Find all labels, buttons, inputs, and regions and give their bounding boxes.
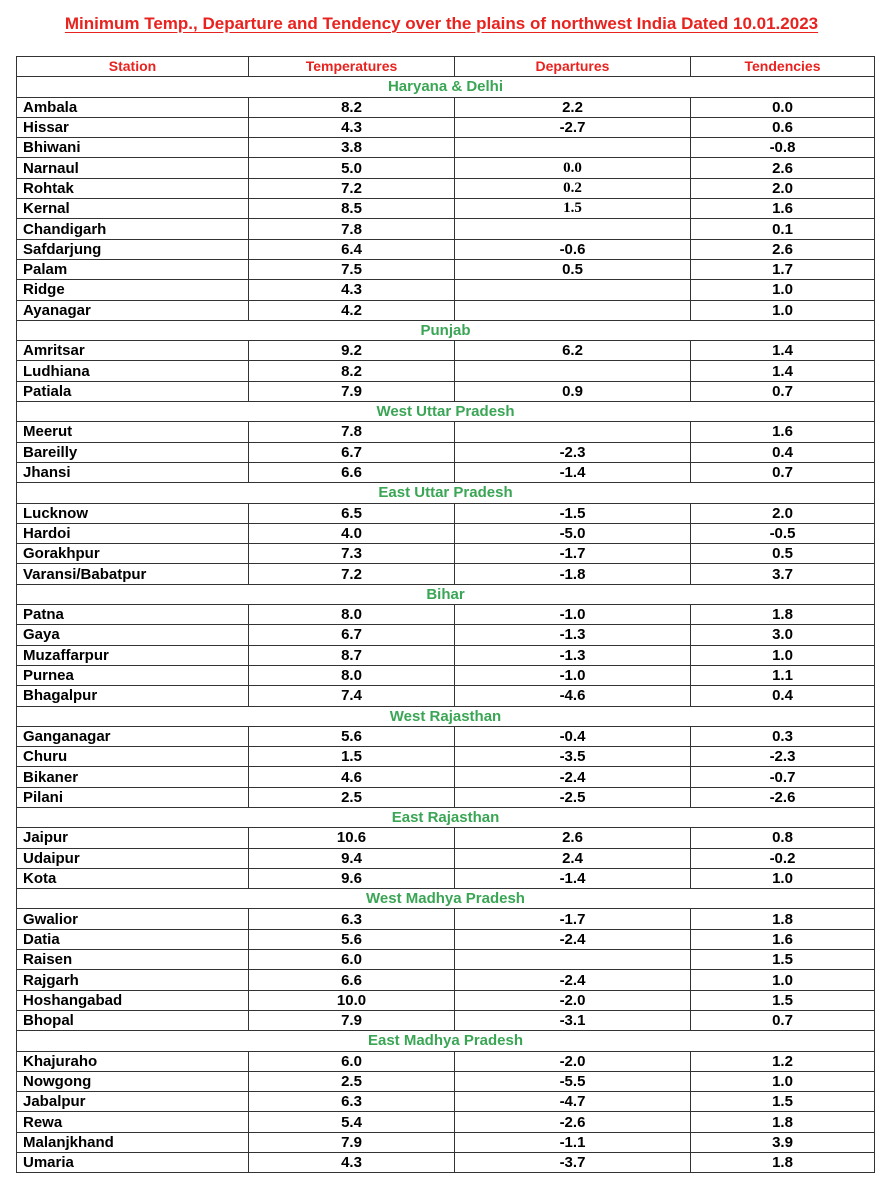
tendency-cell: 1.5 bbox=[691, 990, 875, 1010]
table-row bbox=[17, 239, 875, 259]
departure-cell: 0.2 bbox=[455, 178, 691, 198]
tendency-cell: 0.1 bbox=[691, 219, 875, 239]
table-row bbox=[17, 117, 875, 137]
departure-cell bbox=[455, 422, 691, 442]
table-row bbox=[17, 462, 875, 482]
tendency-cell: 0.7 bbox=[691, 381, 875, 401]
departure-cell bbox=[455, 300, 691, 320]
tendency-cell: 1.6 bbox=[691, 422, 875, 442]
table-row bbox=[17, 341, 875, 361]
tendency-cell: 0.3 bbox=[691, 726, 875, 746]
region-row bbox=[17, 584, 875, 604]
station-cell: Safdarjung bbox=[17, 239, 249, 259]
table-row bbox=[17, 686, 875, 706]
station-cell: Bareilly bbox=[17, 442, 249, 462]
station-cell: Hoshangabad bbox=[17, 990, 249, 1010]
table-row bbox=[17, 1051, 875, 1071]
station-cell: Churu bbox=[17, 747, 249, 767]
table-row bbox=[17, 747, 875, 767]
departure-cell: -1.1 bbox=[455, 1132, 691, 1152]
station-cell: Patna bbox=[17, 605, 249, 625]
temperature-cell: 8.5 bbox=[249, 199, 455, 219]
temperature-cell: 7.8 bbox=[249, 422, 455, 442]
station-cell: Rewa bbox=[17, 1112, 249, 1132]
temperature-cell: 4.3 bbox=[249, 280, 455, 300]
region-row bbox=[17, 889, 875, 909]
temperature-cell: 8.2 bbox=[249, 97, 455, 117]
departure-cell bbox=[455, 361, 691, 381]
departure-cell: 0.0 bbox=[455, 158, 691, 178]
temperature-cell: 10.0 bbox=[249, 990, 455, 1010]
station-cell: Varansi/Babatpur bbox=[17, 564, 249, 584]
tendency-cell: 2.6 bbox=[691, 158, 875, 178]
region-row bbox=[17, 1031, 875, 1051]
temperature-cell: 7.9 bbox=[249, 1010, 455, 1030]
station-cell: Pilani bbox=[17, 787, 249, 807]
departure-cell: 2.6 bbox=[455, 828, 691, 848]
tendency-cell: 2.0 bbox=[691, 178, 875, 198]
departure-cell: -2.6 bbox=[455, 1112, 691, 1132]
departure-cell: 6.2 bbox=[455, 341, 691, 361]
departure-cell bbox=[455, 950, 691, 970]
temperature-cell: 5.6 bbox=[249, 929, 455, 949]
table-row bbox=[17, 767, 875, 787]
table-row bbox=[17, 726, 875, 746]
temperature-cell: 6.5 bbox=[249, 503, 455, 523]
station-cell: Purnea bbox=[17, 665, 249, 685]
departure-cell: -2.4 bbox=[455, 929, 691, 949]
tendency-cell: 1.1 bbox=[691, 665, 875, 685]
table-row bbox=[17, 280, 875, 300]
region-row bbox=[17, 402, 875, 422]
departure-cell: -0.4 bbox=[455, 726, 691, 746]
tendency-cell: -2.6 bbox=[691, 787, 875, 807]
departure-cell: -3.5 bbox=[455, 747, 691, 767]
region-row bbox=[17, 320, 875, 340]
temperature-cell: 4.3 bbox=[249, 117, 455, 137]
region-row bbox=[17, 77, 875, 97]
region-label: West Madhya Pradesh bbox=[17, 889, 875, 909]
station-cell: Patiala bbox=[17, 381, 249, 401]
departure-cell: -5.0 bbox=[455, 523, 691, 543]
departure-cell: -1.0 bbox=[455, 605, 691, 625]
tendency-cell: 0.6 bbox=[691, 117, 875, 137]
departure-cell: -1.8 bbox=[455, 564, 691, 584]
table-row bbox=[17, 605, 875, 625]
table-row bbox=[17, 909, 875, 929]
departure-cell: -2.7 bbox=[455, 117, 691, 137]
station-cell: Jhansi bbox=[17, 462, 249, 482]
tendency-cell: 0.8 bbox=[691, 828, 875, 848]
departure-cell: -2.0 bbox=[455, 990, 691, 1010]
table-row bbox=[17, 1092, 875, 1112]
departure-cell: -2.5 bbox=[455, 787, 691, 807]
temperature-cell: 4.3 bbox=[249, 1153, 455, 1173]
station-cell: Kernal bbox=[17, 199, 249, 219]
tendency-cell: 1.6 bbox=[691, 199, 875, 219]
region-label: Bihar bbox=[17, 584, 875, 604]
temperature-cell: 8.7 bbox=[249, 645, 455, 665]
table-row bbox=[17, 828, 875, 848]
station-cell: Narnaul bbox=[17, 158, 249, 178]
departure-cell: 0.9 bbox=[455, 381, 691, 401]
table-row bbox=[17, 178, 875, 198]
tendency-cell: 2.6 bbox=[691, 239, 875, 259]
station-cell: Khajuraho bbox=[17, 1051, 249, 1071]
temperature-cell: 4.6 bbox=[249, 767, 455, 787]
table-row bbox=[17, 929, 875, 949]
tendency-cell: 1.4 bbox=[691, 361, 875, 381]
station-cell: Hissar bbox=[17, 117, 249, 137]
temperature-cell: 6.7 bbox=[249, 442, 455, 462]
station-cell: Amritsar bbox=[17, 341, 249, 361]
table-row bbox=[17, 645, 875, 665]
station-cell: Lucknow bbox=[17, 503, 249, 523]
departure-cell: -1.7 bbox=[455, 544, 691, 564]
table-row bbox=[17, 259, 875, 279]
station-cell: Ludhiana bbox=[17, 361, 249, 381]
table-row bbox=[17, 422, 875, 442]
departure-cell: -1.4 bbox=[455, 462, 691, 482]
departure-cell: -1.4 bbox=[455, 868, 691, 888]
temperature-cell: 7.2 bbox=[249, 564, 455, 584]
departure-cell bbox=[455, 138, 691, 158]
tendency-cell: -0.7 bbox=[691, 767, 875, 787]
header-temperatures: Temperatures bbox=[249, 57, 455, 77]
station-cell: Gwalior bbox=[17, 909, 249, 929]
region-label: Punjab bbox=[17, 320, 875, 340]
table-row bbox=[17, 868, 875, 888]
table-row bbox=[17, 1071, 875, 1091]
station-cell: Ambala bbox=[17, 97, 249, 117]
departure-cell: -2.4 bbox=[455, 767, 691, 787]
temperature-cell: 7.8 bbox=[249, 219, 455, 239]
station-cell: Hardoi bbox=[17, 523, 249, 543]
table-row bbox=[17, 1153, 875, 1173]
region-label: East Rajasthan bbox=[17, 807, 875, 827]
table-row bbox=[17, 158, 875, 178]
temperature-cell: 6.0 bbox=[249, 1051, 455, 1071]
table-row bbox=[17, 300, 875, 320]
temperature-cell: 9.2 bbox=[249, 341, 455, 361]
tendency-cell: 1.4 bbox=[691, 341, 875, 361]
temperature-cell: 7.2 bbox=[249, 178, 455, 198]
tendency-cell: 1.0 bbox=[691, 645, 875, 665]
region-row bbox=[17, 807, 875, 827]
tendency-cell: 1.5 bbox=[691, 1092, 875, 1112]
table-row bbox=[17, 625, 875, 645]
station-cell: Datia bbox=[17, 929, 249, 949]
table-row bbox=[17, 950, 875, 970]
departure-cell bbox=[455, 219, 691, 239]
departure-cell: -5.5 bbox=[455, 1071, 691, 1091]
departure-cell: -2.4 bbox=[455, 970, 691, 990]
table-row bbox=[17, 361, 875, 381]
tendency-cell: 3.0 bbox=[691, 625, 875, 645]
temperature-cell: 6.6 bbox=[249, 970, 455, 990]
tendency-cell: 1.0 bbox=[691, 1071, 875, 1091]
region-label: East Madhya Pradesh bbox=[17, 1031, 875, 1051]
temperature-cell: 6.3 bbox=[249, 909, 455, 929]
page-title: Minimum Temp., Departure and Tendency over the plains of northwest India Dated 10.01.2023 bbox=[64, 14, 819, 33]
table-row bbox=[17, 665, 875, 685]
region-label: West Uttar Pradesh bbox=[17, 402, 875, 422]
temperature-cell: 9.4 bbox=[249, 848, 455, 868]
tendency-cell: 1.8 bbox=[691, 1153, 875, 1173]
departure-cell: -3.7 bbox=[455, 1153, 691, 1173]
station-cell: Bikaner bbox=[17, 767, 249, 787]
station-cell: Raisen bbox=[17, 950, 249, 970]
table-row bbox=[17, 848, 875, 868]
station-cell: Palam bbox=[17, 259, 249, 279]
temperature-cell: 2.5 bbox=[249, 1071, 455, 1091]
tendency-cell: 1.0 bbox=[691, 280, 875, 300]
station-cell: Bhagalpur bbox=[17, 686, 249, 706]
table-row bbox=[17, 787, 875, 807]
table-row bbox=[17, 503, 875, 523]
temperature-cell: 6.0 bbox=[249, 950, 455, 970]
departure-cell: -0.6 bbox=[455, 239, 691, 259]
departure-cell: 2.2 bbox=[455, 97, 691, 117]
tendency-cell: 3.7 bbox=[691, 564, 875, 584]
region-row bbox=[17, 483, 875, 503]
temperature-cell: 8.2 bbox=[249, 361, 455, 381]
temperature-cell: 6.4 bbox=[249, 239, 455, 259]
header-departures: Departures bbox=[455, 57, 691, 77]
tendency-cell: 3.9 bbox=[691, 1132, 875, 1152]
temperature-cell: 4.0 bbox=[249, 523, 455, 543]
temperature-cell: 5.0 bbox=[249, 158, 455, 178]
temperature-cell: 2.5 bbox=[249, 787, 455, 807]
temperature-cell: 8.0 bbox=[249, 605, 455, 625]
tendency-cell: -2.3 bbox=[691, 747, 875, 767]
table-row bbox=[17, 138, 875, 158]
station-cell: Nowgong bbox=[17, 1071, 249, 1091]
region-label: East Uttar Pradesh bbox=[17, 483, 875, 503]
region-label: West Rajasthan bbox=[17, 706, 875, 726]
tendency-cell: 1.7 bbox=[691, 259, 875, 279]
table-body bbox=[17, 77, 875, 1173]
table-row bbox=[17, 97, 875, 117]
station-cell: Bhopal bbox=[17, 1010, 249, 1030]
departure-cell: 0.5 bbox=[455, 259, 691, 279]
tendency-cell: -0.8 bbox=[691, 138, 875, 158]
temperature-cell: 10.6 bbox=[249, 828, 455, 848]
header-row bbox=[17, 57, 875, 77]
tendency-cell: 1.0 bbox=[691, 970, 875, 990]
station-cell: Kota bbox=[17, 868, 249, 888]
table-row bbox=[17, 970, 875, 990]
tendency-cell: 2.0 bbox=[691, 503, 875, 523]
region-row bbox=[17, 706, 875, 726]
table-row bbox=[17, 544, 875, 564]
tendency-cell: 1.0 bbox=[691, 868, 875, 888]
temperature-cell: 7.5 bbox=[249, 259, 455, 279]
tendency-cell: -0.5 bbox=[691, 523, 875, 543]
temperature-table bbox=[16, 56, 875, 1173]
departure-cell: 1.5 bbox=[455, 199, 691, 219]
station-cell: Muzaffarpur bbox=[17, 645, 249, 665]
tendency-cell: 1.6 bbox=[691, 929, 875, 949]
departure-cell: 2.4 bbox=[455, 848, 691, 868]
station-cell: Udaipur bbox=[17, 848, 249, 868]
tendency-cell: 0.4 bbox=[691, 686, 875, 706]
tendency-cell: 1.5 bbox=[691, 950, 875, 970]
tendency-cell: 1.0 bbox=[691, 300, 875, 320]
temperature-cell: 6.3 bbox=[249, 1092, 455, 1112]
tendency-cell: 1.2 bbox=[691, 1051, 875, 1071]
tendency-cell: 1.8 bbox=[691, 1112, 875, 1132]
table-row bbox=[17, 564, 875, 584]
station-cell: Umaria bbox=[17, 1153, 249, 1173]
departure-cell: -2.3 bbox=[455, 442, 691, 462]
table-row bbox=[17, 523, 875, 543]
station-cell: Gaya bbox=[17, 625, 249, 645]
departure-cell: -1.0 bbox=[455, 665, 691, 685]
tendency-cell: 1.8 bbox=[691, 605, 875, 625]
table-row bbox=[17, 1112, 875, 1132]
departure-cell: -2.0 bbox=[455, 1051, 691, 1071]
tendency-cell: -0.2 bbox=[691, 848, 875, 868]
header-station: Station bbox=[17, 57, 249, 77]
station-cell: Malanjkhand bbox=[17, 1132, 249, 1152]
temperature-cell: 7.9 bbox=[249, 381, 455, 401]
temperature-cell: 4.2 bbox=[249, 300, 455, 320]
table-row bbox=[17, 442, 875, 462]
temperature-cell: 7.4 bbox=[249, 686, 455, 706]
departure-cell bbox=[455, 280, 691, 300]
station-cell: Chandigarh bbox=[17, 219, 249, 239]
tendency-cell: 0.0 bbox=[691, 97, 875, 117]
temperature-cell: 1.5 bbox=[249, 747, 455, 767]
station-cell: Ayanagar bbox=[17, 300, 249, 320]
temperature-cell: 5.4 bbox=[249, 1112, 455, 1132]
departure-cell: -1.3 bbox=[455, 645, 691, 665]
temperature-cell: 9.6 bbox=[249, 868, 455, 888]
departure-cell: -4.7 bbox=[455, 1092, 691, 1112]
temperature-cell: 7.3 bbox=[249, 544, 455, 564]
departure-cell: -1.5 bbox=[455, 503, 691, 523]
station-cell: Gorakhpur bbox=[17, 544, 249, 564]
tendency-cell: 0.7 bbox=[691, 1010, 875, 1030]
station-cell: Rajgarh bbox=[17, 970, 249, 990]
table-row bbox=[17, 381, 875, 401]
table-row bbox=[17, 1010, 875, 1030]
tendency-cell: 0.7 bbox=[691, 462, 875, 482]
table-row bbox=[17, 990, 875, 1010]
station-cell: Ganganagar bbox=[17, 726, 249, 746]
table-row bbox=[17, 219, 875, 239]
station-cell: Jaipur bbox=[17, 828, 249, 848]
station-cell: Rohtak bbox=[17, 178, 249, 198]
temperature-cell: 6.6 bbox=[249, 462, 455, 482]
temperature-cell: 7.9 bbox=[249, 1132, 455, 1152]
station-cell: Ridge bbox=[17, 280, 249, 300]
tendency-cell: 1.8 bbox=[691, 909, 875, 929]
tendency-cell: 0.5 bbox=[691, 544, 875, 564]
departure-cell: -3.1 bbox=[455, 1010, 691, 1030]
temperature-cell: 5.6 bbox=[249, 726, 455, 746]
table-row bbox=[17, 199, 875, 219]
temperature-cell: 3.8 bbox=[249, 138, 455, 158]
station-cell: Jabalpur bbox=[17, 1092, 249, 1112]
header-tendencies: Tendencies bbox=[691, 57, 875, 77]
station-cell: Bhiwani bbox=[17, 138, 249, 158]
table-row bbox=[17, 1132, 875, 1152]
temperature-cell: 8.0 bbox=[249, 665, 455, 685]
station-cell: Meerut bbox=[17, 422, 249, 442]
temperature-cell: 6.7 bbox=[249, 625, 455, 645]
region-label: Haryana & Delhi bbox=[17, 77, 875, 97]
tendency-cell: 0.4 bbox=[691, 442, 875, 462]
departure-cell: -1.7 bbox=[455, 909, 691, 929]
departure-cell: -4.6 bbox=[455, 686, 691, 706]
departure-cell: -1.3 bbox=[455, 625, 691, 645]
